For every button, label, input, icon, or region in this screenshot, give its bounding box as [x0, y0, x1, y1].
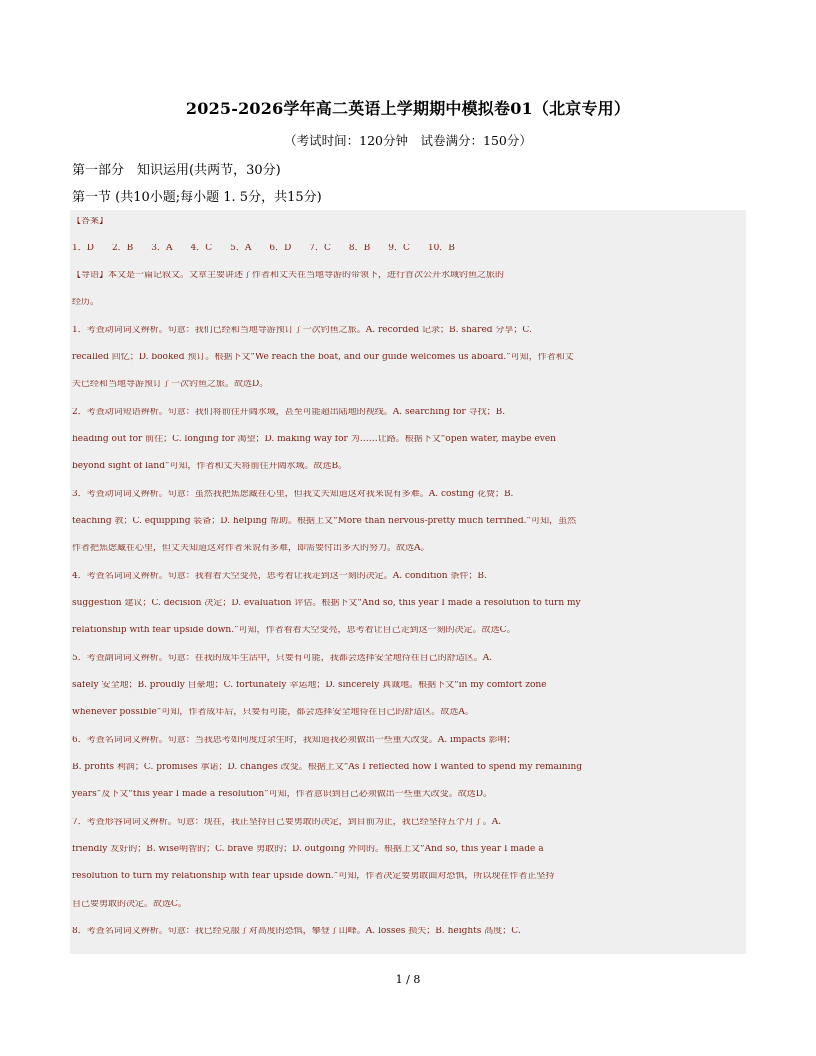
answer-key: 1．D 2．B 3．A 4．C 5．A 6．D 7．C 8．B 9．C 10．B [72, 244, 455, 253]
page-title: 2025-2026学年高二英语上学期期中模拟卷01（北京专用） [185, 99, 631, 118]
text-line: 7．考查形容词词义辨析。句意：现在，我正坚持自己要勇敢的决定，到目前为止，我已经坚持五个月了。A. [72, 818, 502, 827]
text-line: 2．考查动词短语辨析。句意：我们将前往开阔水域，甚至可能超出陆地的视线。A. searching for 寻找；B. [72, 408, 506, 417]
text-line: 经历。 [72, 298, 100, 307]
text-line: 自己要勇敢的决定。故选C。 [72, 900, 187, 909]
text-line: B. profits 利润；C. promises 承诺；D. changes 改变。根据上文“As I reflected how I wanted to spend my remaining [72, 763, 583, 772]
answer-label: 【答案】 [72, 217, 109, 226]
text-line: whenever possible”可知，作者成年后，只要有可能，都会选择安全地待在自己的舒适区。故选A。 [72, 708, 474, 717]
exam-info: （考试时间：120分钟 试卷满分：150分） [284, 133, 532, 148]
text-line: 作者把焦虑藏在心里，但丈夫知道这对作者来说有多难，即需要付出多大的努力。故选A。 [72, 544, 430, 553]
section-heading: 第一节 (共10小题;每小题 1. 5分，共15分) [72, 190, 322, 205]
text-line: years”及下文“this year I made a resolution”可知，作者意识到自己必须做出一些重大改变。故选D。 [72, 790, 492, 799]
text-line: resolution to turn my relationship with fear upside down.”可知，作者决定要勇敢面对恐惧，所以现在作者正坚持 [72, 872, 555, 881]
answer-explanation-box [70, 210, 746, 954]
text-line: heading out for 前往；C. longing for 渴望；D. making way for 为……让路。根据下文“open water, maybe even [72, 435, 556, 444]
text-line: safely 安全地；B. proudly 自豪地；C. fortunately 幸运地；D. sincerely 真诚地。根据下文“in my comfort zone [72, 681, 547, 690]
text-line: 6．考查名词词义辨析。句意：当我思考如何度过余生时，我知道我必须做出一些重大改变。A. impacts 影响； [72, 736, 516, 745]
page-number: 1 / 8 [395, 973, 421, 986]
text-line: 3．考查动词词义辨析。句意：虽然我把焦虑藏在心里，但我丈夫知道这对我来说有多难。A. costing 花费；B. [72, 490, 514, 499]
text-line: friendly 友好的；B. wise明智的；C. brave 勇敢的；D. outgoing 外向的。根据上文“And so, this year I made a [72, 845, 544, 854]
text-line: beyond sight of land”可知，作者和丈夫将前往开阔水域。故选B。 [72, 462, 348, 471]
text-line: 夫已经和当地导游预订了一次钓鱼之旅。故选D。 [72, 380, 269, 389]
text-line: 8．考查名词词义辨析。句意：我已经克服了对高度的恐惧，攀登了山峰。A. losses 损失；B. heights 高度；C. [72, 927, 521, 936]
text-line: suggestion 建议；C. decision 决定；D. evaluation 评估。根据下文“And so, this year I made a resolution to turn my [72, 599, 581, 608]
text-line: recalled 回忆；D. booked 预订。根据下文“We reach the boat, and our guide welcomes us aboard.”可知，作者和丈 [72, 353, 574, 362]
text-line: relationship with fear upside down.”可知，作者看着天空变亮，思考着让自己走到这一刻的决定。故选C。 [72, 626, 516, 635]
part-heading: 第一部分 知识运用(共两节，30分) [72, 163, 281, 178]
text-line: teaching 教；C. equipping 装备；D. helping 帮助。根据上文“More than nervous-pretty much terrified.”可知，虽然 [72, 517, 577, 526]
text-line: 【导语】本文是一篇记叙文。文章主要讲述了作者和丈夫在当地导游的带领下，进行首次公开水域钓鱼之旅的 [72, 271, 505, 280]
text-line: 1．考查动词词义辨析。句意：我们已经和当地导游预订了一次钓鱼之旅。A. recorded 记录；B. shared 分享；C. [72, 326, 532, 335]
text-line: 4．考查名词词义辨析。句意：我看着天空变亮，思考着让我走到这一刻的决定。A. condition 条件；B. [72, 572, 487, 581]
text-line: 5．考查副词词义辨析。句意：在我的成年生活中，只要有可能，我都会选择安全地待在自己的舒适区。A. [72, 654, 493, 663]
